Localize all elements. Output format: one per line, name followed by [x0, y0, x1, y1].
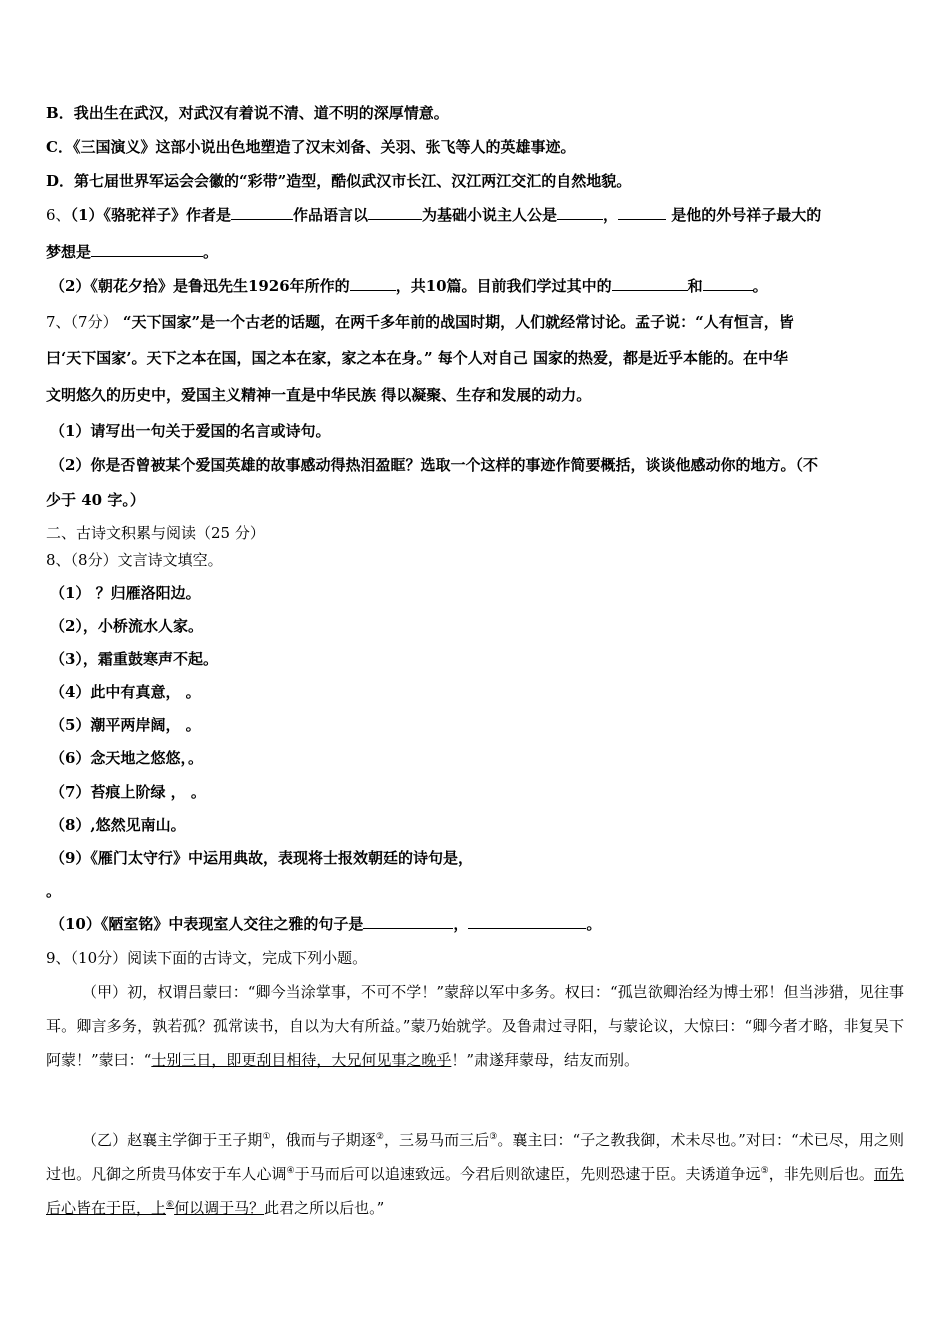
q8-item: （9）《雁门太守行》中运用典故，表现将士报效朝廷的诗句是， — [50, 849, 473, 867]
q5-option-c: C．《三国演义》这部小说出色地塑造了汉末刘备、关羽、张飞等人的英雄事迹。 — [46, 138, 576, 156]
q7-line2: 曰‘天下国家’。天下之本在国，国之本在家，家之本在身。” 每个人对自己 国家的热爱，都是近乎本能的。在中华 — [46, 349, 789, 367]
q9-passage-yi: （乙）赵襄主学御于王子期①，俄而与子期逐②，三易马而三后③。襄主曰：“子之教我御，术未尽也。”对曰：“术已尽，用之则过也。凡御之所贵马体安于车人心调④于马而后可以追速致远。今君后则欲逮臣，先则恐逮于臣。夫诱道争远⑤，非先则后也。而先后心皆在于臣，上⑥何以调于马？此君之所以后也。” — [46, 1131, 904, 1217]
answer-blank[interactable] — [91, 242, 203, 257]
q7-line1: 7、（7分） “天下国家”是一个古老的话题，在两千多年前的战国时期，人们就经常讨论。孟子说：“人有恒言，皆 — [46, 313, 794, 331]
answer-blank[interactable] — [618, 205, 666, 220]
answer-blank[interactable] — [231, 205, 293, 220]
section-title: 二、古诗文积累与阅读（25 分） — [46, 524, 265, 542]
q8-item: （6）念天地之悠悠，。 — [50, 749, 203, 767]
answer-blank[interactable] — [612, 276, 688, 291]
q8-item: （7）苔痕上阶绿 ， 。 — [50, 783, 206, 801]
q8-item: （1） ？归雁洛阳边。 — [50, 584, 201, 602]
q8-item: （5）潮平两岸阔， 。 — [50, 716, 201, 734]
q8-item-10: （10）《陋室铭》中表现室人交往之雅的句子是 ， 。 — [50, 915, 602, 933]
q9-passage-jia: （甲）初，权谓吕蒙曰：“卿今当涂掌事，不可不学！”蒙辞以军中多务。权曰：“孤岂欲卿治经为博士邪！但当涉猎，见往事耳。卿言多务，孰若孤？孤常读书，自以为大有所益。”蒙乃始就学。及鲁肃过寻阳，与蒙论议，大惊曰：“卿今者才略，非复吴下阿蒙！”蒙曰：“士别三日，即更刮目相待，大兄何见事之晚乎！”肃遂拜蒙母，结友而别。 — [46, 983, 904, 1069]
answer-blank[interactable] — [468, 914, 586, 929]
q7-line3: 文明悠久的历史中，爱国主义精神一直是中华民族 得以凝聚、生存和发展的动力。 — [46, 386, 592, 404]
q7-sub1: （1）请写出一句关于爱国的名言或诗句。 — [50, 422, 331, 440]
q6-line2: 梦想是 。 — [46, 243, 219, 261]
q8-head: 8、（8分）文言诗文填空。 — [46, 551, 223, 569]
q8-item: （4）此中有真意， 。 — [50, 683, 201, 701]
answer-blank[interactable] — [703, 276, 753, 291]
q8-item: （8）,悠然见南山。 — [50, 816, 186, 834]
q5-option-d: D．第七届世界军运会会徽的“彩带”造型，酷似武汉市长江、汉江两江交汇的自然地貌。 — [46, 172, 632, 190]
answer-blank[interactable] — [557, 205, 603, 220]
q6-line1: 6、（1）《骆驼祥子》作者是 作品语言以 为基础小说主人公是 ， 是他的外号祥子最大的 — [46, 206, 822, 224]
q8-item: （3），霜重鼓寒声不起。 — [50, 650, 218, 668]
answer-blank[interactable] — [363, 914, 453, 929]
q8-item: 。 — [46, 882, 62, 900]
q9-head: 9、（10分）阅读下面的古诗文，完成下列小题。 — [46, 949, 368, 967]
answer-blank[interactable] — [350, 276, 396, 291]
q7-sub2-line1: （2）你是否曾被某个爱国英雄的故事感动得热泪盈眶？选取一个这样的事迹作简要概括，谈谈他感动你的地方。（不 — [50, 456, 818, 474]
q5-option-b: B．我出生在武汉，对武汉有着说不清、道不明的深厚情意。 — [46, 104, 449, 122]
q6-part2: （2）《朝花夕拾》是鲁迅先生1926年所作的 ，共10篇。目前我们学过其中的 和 。 — [50, 277, 768, 295]
answer-blank[interactable] — [368, 205, 422, 220]
q8-item: （2），小桥流水人家。 — [50, 617, 203, 635]
q7-sub2-line2: 少于 40 字。） — [46, 491, 145, 509]
